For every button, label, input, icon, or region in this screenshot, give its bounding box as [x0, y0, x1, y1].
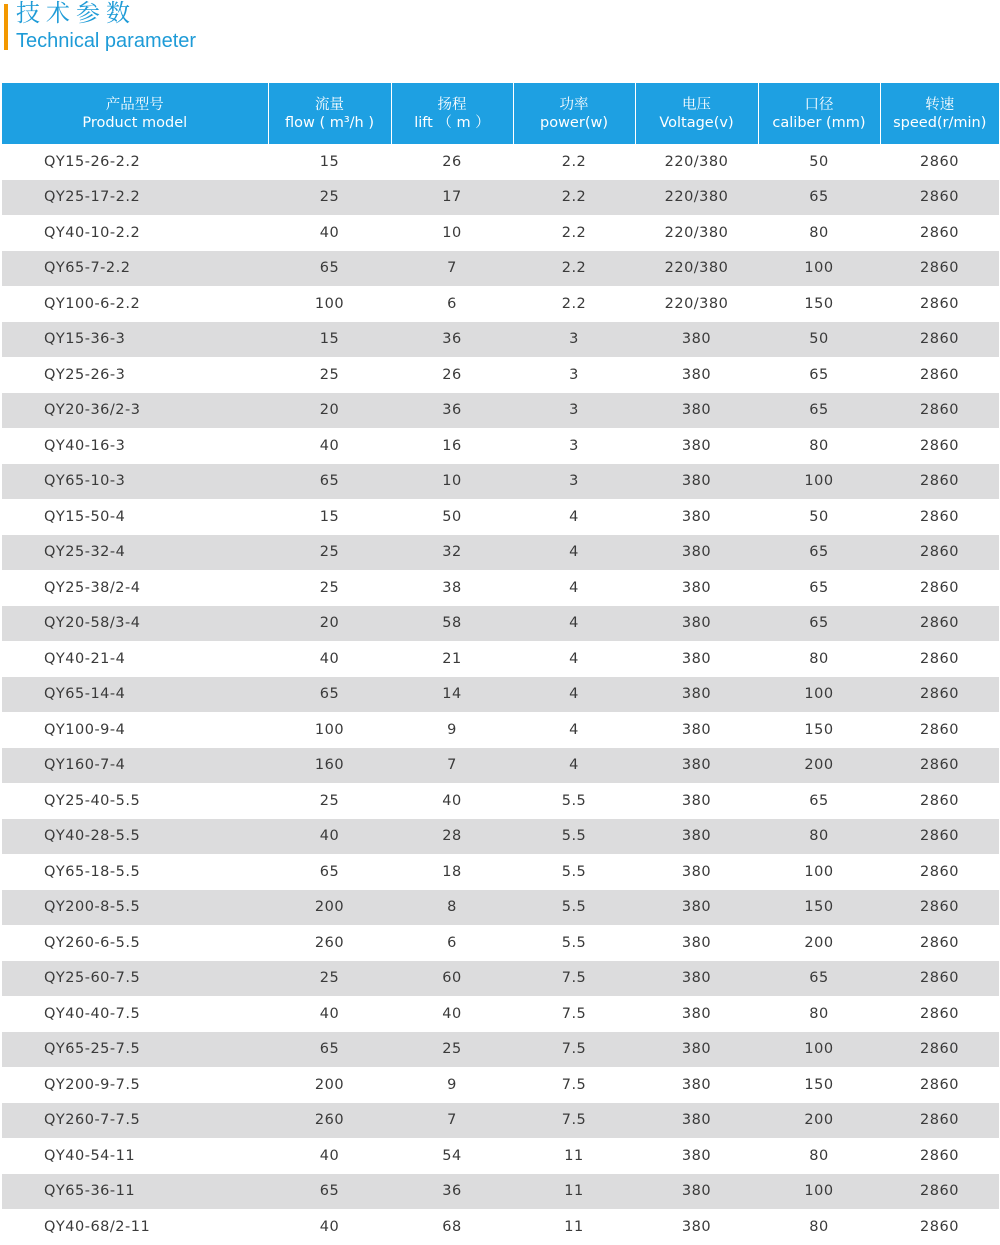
flow-cell: 200: [314, 1076, 345, 1093]
caliber-cell: 65: [809, 792, 829, 809]
voltage-cell: 380: [681, 579, 712, 596]
speed-cell: 2860: [920, 224, 959, 241]
caliber-cell: 150: [804, 295, 834, 312]
flow-cell: 25: [268, 961, 391, 997]
column-header-speed: [880, 83, 999, 144]
table-row: [2, 1209, 999, 1245]
section-title: [0, 0, 400, 56]
voltage-cell: 380: [681, 1076, 712, 1093]
lift-cell: 36: [391, 393, 513, 429]
column-header-zh: 产品型号: [105, 96, 164, 113]
flow-cell: 25: [268, 535, 391, 571]
lift-cell: 40: [442, 1005, 462, 1022]
lift-cell: 9: [447, 721, 457, 738]
table-row: [2, 393, 999, 429]
flow-cell: 40: [319, 224, 340, 241]
model-cell: QY25-60-7.5: [2, 961, 268, 997]
column-header-en: lift （ m ）: [414, 114, 490, 131]
flow-cell: 100: [314, 721, 345, 738]
table-row: [2, 819, 999, 855]
speed-cell: 2860: [880, 464, 999, 500]
caliber-cell: 80: [809, 650, 829, 667]
caliber-cell: 80: [758, 819, 880, 855]
caliber-cell: 50: [809, 153, 829, 170]
voltage-cell: 380: [681, 934, 712, 951]
model-cell: QY40-40-7.5: [44, 1005, 141, 1022]
power-cell: 4: [513, 677, 635, 713]
power-cell: 7.5: [513, 1032, 635, 1068]
title-accent-bar: [4, 4, 8, 50]
caliber-cell: 150: [804, 721, 834, 738]
speed-cell: 2860: [920, 650, 959, 667]
power-cell: 2.2: [513, 180, 635, 216]
power-cell: 4: [569, 579, 579, 596]
column-header-zh: 功率: [559, 96, 589, 113]
voltage-cell: 380: [635, 606, 758, 642]
power-cell: 4: [513, 748, 635, 784]
lift-cell: 21: [442, 650, 462, 667]
lift-cell: 6: [447, 295, 457, 312]
title-chinese: 技术参数: [16, 0, 136, 27]
lift-cell: 38: [442, 579, 462, 596]
flow-cell: 100: [314, 295, 345, 312]
flow-cell: 65: [268, 1174, 391, 1210]
flow-cell: 40: [319, 650, 340, 667]
column-header-zh: 转速: [925, 96, 955, 113]
power-cell: 4: [513, 606, 635, 642]
model-cell: QY65-18-5.5: [44, 863, 141, 880]
flow-cell: 20: [268, 393, 391, 429]
table-row: [2, 925, 999, 961]
table-row: [2, 996, 999, 1032]
column-header-flow: [268, 83, 391, 144]
speed-cell: 2860: [880, 606, 999, 642]
power-cell: 3: [569, 366, 579, 383]
model-cell: QY15-26-2.2: [44, 153, 141, 170]
speed-cell: 2860: [920, 934, 959, 951]
voltage-cell: 380: [635, 322, 758, 358]
caliber-cell: 65: [758, 535, 880, 571]
column-header-zh: 流量: [315, 96, 344, 113]
table-row: [2, 890, 999, 926]
caliber-cell: 65: [809, 366, 829, 383]
table-row: [2, 357, 999, 393]
lift-cell: 14: [391, 677, 513, 713]
voltage-cell: 380: [635, 1174, 758, 1210]
column-header-zh: 口径: [804, 96, 834, 113]
flow-cell: 40: [268, 819, 391, 855]
lift-cell: 40: [442, 792, 462, 809]
table-row: [2, 854, 999, 890]
caliber-cell: 50: [809, 508, 829, 525]
voltage-cell: 380: [635, 1103, 758, 1139]
power-cell: 5.5: [561, 934, 587, 951]
caliber-cell: 150: [804, 1076, 834, 1093]
model-cell: QY25-26-3: [44, 366, 126, 383]
power-cell: 4: [569, 508, 579, 525]
flow-cell: 40: [319, 1218, 340, 1235]
voltage-cell: 380: [681, 1218, 712, 1235]
caliber-cell: 80: [809, 1005, 829, 1022]
lift-cell: 68: [442, 1218, 462, 1235]
caliber-cell: 80: [809, 224, 829, 241]
header-row: [2, 83, 999, 144]
flow-cell: 160: [268, 748, 391, 784]
voltage-cell: 380: [635, 677, 758, 713]
model-cell: QY200-8-5.5: [2, 890, 268, 926]
caliber-cell: 100: [758, 251, 880, 287]
caliber-cell: 150: [758, 890, 880, 926]
speed-cell: 2860: [920, 153, 959, 170]
model-cell: QY40-10-2.2: [44, 224, 141, 241]
lift-cell: 16: [442, 437, 462, 454]
column-header-en: power(w): [540, 114, 608, 131]
lift-cell: 18: [442, 863, 462, 880]
caliber-cell: 80: [809, 1218, 829, 1235]
caliber-cell: 100: [758, 464, 880, 500]
lift-cell: 54: [442, 1147, 462, 1164]
lift-cell: 7: [391, 748, 513, 784]
speed-cell: 2860: [920, 792, 959, 809]
power-cell: 4: [569, 650, 579, 667]
flow-cell: 40: [319, 1005, 340, 1022]
caliber-cell: 200: [758, 1103, 880, 1139]
speed-cell: 2860: [880, 961, 999, 997]
voltage-cell: 220/380: [664, 224, 729, 241]
table-row: [2, 322, 999, 358]
table-row: [2, 1174, 999, 1210]
voltage-cell: 380: [635, 464, 758, 500]
table-row: [2, 570, 999, 606]
voltage-cell: 380: [635, 748, 758, 784]
flow-cell: 40: [319, 437, 340, 454]
flow-cell: 260: [268, 1103, 391, 1139]
model-cell: QY20-58/3-4: [2, 606, 268, 642]
column-header-power: [513, 83, 635, 144]
caliber-cell: 200: [758, 748, 880, 784]
voltage-cell: 380: [681, 437, 712, 454]
speed-cell: 2860: [880, 180, 999, 216]
power-cell: 7.5: [561, 1005, 587, 1022]
power-cell: 5.5: [513, 819, 635, 855]
flow-cell: 65: [268, 464, 391, 500]
caliber-cell: 65: [758, 180, 880, 216]
title-english: Technical parameter: [16, 30, 197, 52]
power-cell: 11: [564, 1147, 584, 1164]
lift-cell: 26: [442, 366, 462, 383]
caliber-cell: 80: [809, 437, 829, 454]
lift-cell: 26: [442, 153, 462, 170]
voltage-cell: 380: [681, 1005, 712, 1022]
speed-cell: 2860: [920, 579, 959, 596]
table-row: [2, 712, 999, 748]
model-cell: QY65-36-11: [2, 1174, 268, 1210]
table-row: [2, 1067, 999, 1103]
power-cell: 2.2: [561, 295, 587, 312]
column-header-en: caliber (mm): [772, 114, 866, 131]
flow-cell: 25: [268, 180, 391, 216]
lift-cell: 9: [447, 1076, 457, 1093]
flow-cell: 20: [268, 606, 391, 642]
power-cell: 2.2: [561, 153, 587, 170]
table-row: [2, 499, 999, 535]
caliber-cell: 100: [758, 1032, 880, 1068]
table-body: [2, 144, 999, 1245]
caliber-cell: 65: [758, 961, 880, 997]
power-cell: 2.2: [561, 224, 587, 241]
column-header-voltage: [635, 83, 758, 144]
lift-cell: 50: [442, 508, 462, 525]
flow-cell: 15: [268, 322, 391, 358]
speed-cell: 2860: [920, 437, 959, 454]
model-cell: QY25-38/2-4: [44, 579, 141, 596]
table-row: [2, 1103, 999, 1139]
voltage-cell: 380: [681, 366, 712, 383]
power-cell: 5.5: [561, 863, 587, 880]
lift-cell: 10: [442, 224, 462, 241]
table-row: [2, 428, 999, 464]
voltage-cell: 380: [681, 1147, 712, 1164]
table-row: [2, 677, 999, 713]
model-cell: QY40-54-11: [44, 1147, 136, 1164]
table-row: [2, 535, 999, 571]
caliber-cell: 65: [758, 606, 880, 642]
column-header-caliber: [758, 83, 880, 144]
flow-cell: 15: [319, 153, 340, 170]
voltage-cell: 380: [635, 961, 758, 997]
table-row: [2, 748, 999, 784]
model-cell: QY260-6-5.5: [44, 934, 141, 951]
table-row: [2, 1138, 999, 1174]
flow-cell: 40: [319, 1147, 340, 1164]
voltage-cell: 380: [681, 650, 712, 667]
flow-cell: 65: [268, 1032, 391, 1068]
speed-cell: 2860: [920, 1005, 959, 1022]
speed-cell: 2860: [920, 721, 959, 738]
technical-parameter-table: [2, 83, 999, 1245]
speed-cell: 2860: [880, 1032, 999, 1068]
lift-cell: 17: [391, 180, 513, 216]
table-row: [2, 783, 999, 819]
lift-cell: 7: [391, 251, 513, 287]
voltage-cell: 380: [635, 1032, 758, 1068]
speed-cell: 2860: [920, 863, 959, 880]
model-cell: QY260-7-7.5: [2, 1103, 268, 1139]
lift-cell: 32: [391, 535, 513, 571]
model-cell: QY65-10-3: [2, 464, 268, 500]
speed-cell: 2860: [920, 1147, 959, 1164]
column-header-en: flow ( m³/h ): [284, 114, 375, 131]
speed-cell: 2860: [920, 508, 959, 525]
model-cell: QY40-28-5.5: [2, 819, 268, 855]
caliber-cell: 100: [804, 863, 834, 880]
speed-cell: 2860: [880, 748, 999, 784]
power-cell: 7.5: [513, 1103, 635, 1139]
model-cell: QY100-9-4: [44, 721, 126, 738]
lift-cell: 60: [391, 961, 513, 997]
table-row: [2, 606, 999, 642]
flow-cell: 260: [314, 934, 345, 951]
speed-cell: 2860: [880, 677, 999, 713]
power-cell: 3: [513, 393, 635, 429]
power-cell: 3: [569, 437, 579, 454]
voltage-cell: 220/380: [664, 295, 729, 312]
model-cell: QY25-17-2.2: [2, 180, 268, 216]
model-cell: QY65-25-7.5: [2, 1032, 268, 1068]
voltage-cell: 380: [635, 819, 758, 855]
model-cell: QY65-7-2.2: [2, 251, 268, 287]
lift-cell: 25: [391, 1032, 513, 1068]
table-header: [2, 83, 999, 144]
speed-cell: 2860: [880, 393, 999, 429]
voltage-cell: 380: [635, 890, 758, 926]
speed-cell: 2860: [920, 1218, 959, 1235]
model-cell: QY25-40-5.5: [44, 792, 141, 809]
table-row: [2, 1032, 999, 1068]
speed-cell: 2860: [880, 251, 999, 287]
speed-cell: 2860: [880, 1103, 999, 1139]
table-row: [2, 144, 999, 180]
power-cell: 5.5: [513, 890, 635, 926]
speed-cell: 2860: [920, 1076, 959, 1093]
lift-cell: 36: [391, 1174, 513, 1210]
voltage-cell: 380: [635, 393, 758, 429]
column-header-en: speed(r/min): [893, 114, 987, 131]
caliber-cell: 200: [804, 934, 834, 951]
model-cell: QY20-36/2-3: [2, 393, 268, 429]
lift-cell: 10: [391, 464, 513, 500]
flow-cell: 65: [268, 677, 391, 713]
voltage-cell: 380: [681, 508, 712, 525]
power-cell: 7.5: [513, 961, 635, 997]
power-cell: 2.2: [513, 251, 635, 287]
caliber-cell: 100: [758, 677, 880, 713]
speed-cell: 2860: [880, 535, 999, 571]
power-cell: 7.5: [561, 1076, 587, 1093]
table-row: [2, 464, 999, 500]
table-row: [2, 251, 999, 287]
model-cell: QY200-9-7.5: [44, 1076, 141, 1093]
flow-cell: 15: [319, 508, 340, 525]
table-row: [2, 641, 999, 677]
voltage-cell: 380: [681, 792, 712, 809]
table-row: [2, 215, 999, 251]
model-cell: QY15-50-4: [44, 508, 126, 525]
caliber-cell: 100: [758, 1174, 880, 1210]
model-cell: QY65-14-4: [2, 677, 268, 713]
flow-cell: 25: [319, 792, 340, 809]
table-row: [2, 961, 999, 997]
power-cell: 3: [513, 322, 635, 358]
speed-cell: 2860: [880, 819, 999, 855]
power-cell: 3: [513, 464, 635, 500]
flow-cell: 25: [319, 579, 340, 596]
flow-cell: 25: [319, 366, 340, 383]
column-header-zh: 扬程: [437, 96, 467, 113]
model-cell: QY100-6-2.2: [44, 295, 141, 312]
column-header-en: Voltage(v): [659, 114, 734, 131]
model-cell: QY160-7-4: [2, 748, 268, 784]
speed-cell: 2860: [880, 1174, 999, 1210]
power-cell: 5.5: [561, 792, 587, 809]
power-cell: 11: [513, 1174, 635, 1210]
speed-cell: 2860: [880, 322, 999, 358]
model-cell: QY25-32-4: [2, 535, 268, 571]
voltage-cell: 220/380: [635, 180, 758, 216]
power-cell: 11: [564, 1218, 584, 1235]
lift-cell: 36: [391, 322, 513, 358]
voltage-cell: 380: [635, 535, 758, 571]
column-header-en: Product model: [82, 114, 188, 131]
voltage-cell: 380: [681, 721, 712, 738]
caliber-cell: 50: [758, 322, 880, 358]
speed-cell: 2860: [880, 890, 999, 926]
model-cell: QY40-16-3: [44, 437, 126, 454]
model-cell: QY40-68/2-11: [44, 1218, 151, 1235]
voltage-cell: 220/380: [664, 153, 729, 170]
caliber-cell: 65: [758, 393, 880, 429]
flow-cell: 65: [319, 863, 340, 880]
lift-cell: 6: [447, 934, 457, 951]
lift-cell: 28: [391, 819, 513, 855]
column-header-lift: [391, 83, 513, 144]
model-cell: QY40-21-4: [44, 650, 126, 667]
lift-cell: 58: [391, 606, 513, 642]
flow-cell: 65: [268, 251, 391, 287]
power-cell: 4: [513, 535, 635, 571]
voltage-cell: 220/380: [635, 251, 758, 287]
power-cell: 4: [569, 721, 579, 738]
caliber-cell: 80: [809, 1147, 829, 1164]
column-header-model: [2, 83, 268, 144]
lift-cell: 7: [391, 1103, 513, 1139]
table-row: [2, 286, 999, 322]
speed-cell: 2860: [920, 295, 959, 312]
caliber-cell: 65: [809, 579, 829, 596]
table-row: [2, 180, 999, 216]
flow-cell: 200: [268, 890, 391, 926]
lift-cell: 8: [391, 890, 513, 926]
speed-cell: 2860: [920, 366, 959, 383]
model-cell: QY15-36-3: [2, 322, 268, 358]
column-header-zh: 电压: [682, 96, 711, 113]
voltage-cell: 380: [681, 863, 712, 880]
